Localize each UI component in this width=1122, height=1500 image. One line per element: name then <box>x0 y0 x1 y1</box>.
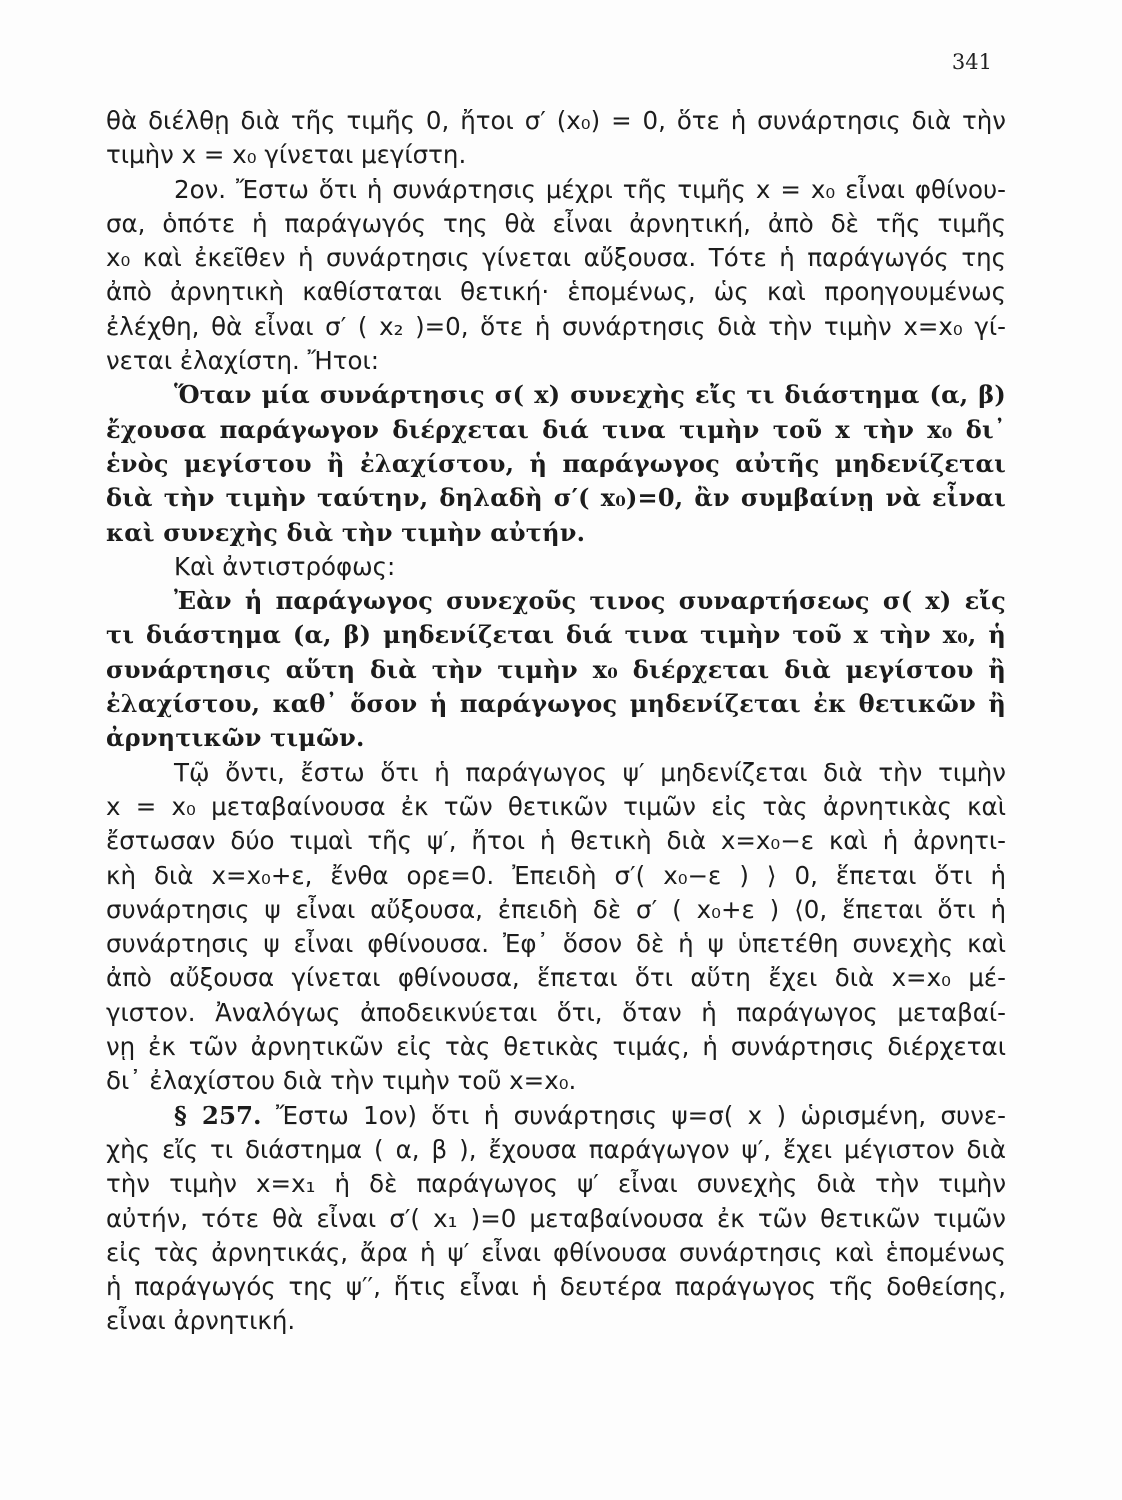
section-number: § 257. <box>174 1100 262 1130</box>
page-number: 341 <box>951 50 992 74</box>
text-line: συνάρτησις ψ εἶναι αὔξουσα, ἐπειδὴ δὲ σ′ ( x₀+ε ) ⟨0, ἕπεται ὅτι ἡ <box>106 894 1006 924</box>
text-line: ἡ παράγωγός της ψ′′, ἥτις εἶναι ἡ δευτέρα παράγωγος τῆς δοθείσης, <box>106 1272 1006 1302</box>
theorem-line: Ἐὰν ἡ παράγωγος συνεχοῦς τινος συναρτήσεως σ( x) εἴς <box>174 586 1006 616</box>
theorem-line: καὶ συνεχὴς διὰ τὴν τιμὴν αὐτήν. <box>106 517 586 547</box>
theorem-line: ἀρνητικῶν τιμῶν. <box>106 723 365 753</box>
text-line: Τῷ ὄντι, ἔστω ὅτι ἡ παράγωγος ψ′ μηδενίζεται διὰ τὴν τιμὴν <box>174 757 1006 787</box>
theorem-line: συνάρτησις αὕτη διὰ τὴν τιμὴν x₀ διέρχεται διὰ μεγίστου ἢ <box>106 654 1006 684</box>
text-line: x = x₀ μεταβαίνουσα ἐκ τῶν θετικῶν τιμῶν εἰς τὰς ἀρνητικὰς καὶ <box>106 791 1006 821</box>
body-text <box>106 104 1006 1339</box>
text-line: ἔστωσαν δύο τιμαὶ τῆς ψ′, ἤτοι ἡ θετικὴ διὰ x=x₀−ε καὶ ἡ ἀρνητι- <box>106 826 1006 856</box>
text-line: κὴ διὰ x=x₀+ε, ἔνθα ορε=0. Ἐπειδὴ σ′( x₀−ε ) ⟩ 0, ἕπεται ὅτι ἡ <box>106 860 1006 890</box>
section-257-heading-line: § 257. Ἔστω 1ον) ὅτι ἡ συνάρτησις ψ=σ( x ) ὡρισμένη, συνε- <box>174 1100 1007 1130</box>
text-line: νῃ ἐκ τῶν ἀρνητικῶν εἰς τὰς θετικὰς τιμάς, ἡ συνάρτησις διέρχεται <box>106 1032 1006 1062</box>
text-line: τὴν τιμὴν x=x₁ ἡ δὲ παράγωγος ψ′ εἶναι συνεχὴς διὰ τὴν τιμὴν <box>106 1169 1006 1199</box>
text-line: 2ον. Ἔστω ὅτι ἡ συνάρτησις μέχρι τῆς τιμῆς x = x₀ εἶναι φθίνου- <box>174 174 1006 204</box>
text-line: θὰ διέλθῃ διὰ τῆς τιμῆς 0, ἤτοι σ′ (x₀) = 0, ὅτε ἡ συνάρτησις διὰ τὴν <box>106 106 1006 135</box>
text-line: Καὶ ἀντιστρόφως: <box>174 551 396 581</box>
text-line: γιστον. Ἀναλόγως ἀποδεικνύεται ὅτι, ὅταν ἡ παράγωγος μεταβαί- <box>106 997 1006 1027</box>
text-line: τιμὴν x = x₀ γίνεται μεγίστη. <box>106 140 467 170</box>
theorem-line: ἑνὸς μεγίστου ἢ ἐλαχίστου, ἡ παράγωγος αὐτῆς μηδενίζεται <box>106 448 1006 478</box>
text-line: εἰς τὰς ἀρνητικάς, ἄρα ἡ ψ′ εἶναι φθίνουσα συνάρτησις καὶ ἑπομένως <box>106 1237 1006 1267</box>
text-line: ἐλέχθη, θὰ εἶναι σ′ ( x₂ )=0, ὅτε ἡ συνάρτησις διὰ τὴν τιμὴν x=x₀ γί- <box>106 311 1006 341</box>
text-line: ἀπὸ ἀρνητικὴ καθίσταται θετική· ἑπομένως, ὡς καὶ προηγουμένως <box>106 277 1006 307</box>
text-line: αὐτήν, τότε θὰ εἶναι σ′( x₁ )=0 μεταβαίνουσα ἐκ τῶν θετικῶν τιμῶν <box>106 1203 1006 1233</box>
text-line: δι᾽ ἐλαχίστου διὰ τὴν τιμὴν τοῦ x=x₀. <box>106 1066 577 1096</box>
theorem-line: ἔχουσα παράγωγον διέρχεται διά τινα τιμὴν τοῦ x τὴν x₀ δι᾽ <box>106 414 1006 444</box>
text-line: σα, ὁπότε ἡ παράγωγός της θὰ εἶναι ἀρνητική, ἀπὸ δὲ τῆς τιμῆς <box>106 208 1006 238</box>
theorem-line: Ὅταν μία συνάρτησις σ( x) συνεχὴς εἴς τι διάστημα (α, β) <box>174 380 1006 410</box>
text-line: εἶναι ἀρνητική. <box>106 1306 296 1336</box>
text-line: χὴς εἴς τι διάστημα ( α, β ), ἔχουσα παράγωγον ψ′, ἔχει μέγιστον διὰ <box>106 1134 1006 1164</box>
text-line: ἀπὸ αὔξουσα γίνεται φθίνουσα, ἕπεται ὅτι αὕτη ἔχει διὰ x=x₀ μέ- <box>106 963 1006 993</box>
theorem-line: τι διάστημα (α, β) μηδενίζεται διά τινα τιμὴν τοῦ x τὴν x₀, ἡ <box>106 620 1006 650</box>
text-line: x₀ καὶ ἐκεῖθεν ἡ συνάρτησις γίνεται αὔξουσα. Τότε ἡ παράγωγός της <box>106 243 1006 273</box>
text-line: νεται ἐλαχίστη. Ἤτοι: <box>106 346 380 376</box>
text-line: συνάρτησις ψ εἶναι φθίνουσα. Ἐφ᾽ ὅσον δὲ ἡ ψ ὑπετέθη συνεχὴς καὶ <box>106 929 1006 959</box>
theorem-line: ἐλαχίστου, καθ᾽ ὅσον ἡ παράγωγος μηδενίζεται ἐκ θετικῶν ἢ <box>106 689 1006 719</box>
theorem-line: διὰ τὴν τιμὴν ταύτην, δηλαδὴ σ′( x₀)=0, ἂν συμβαίνῃ νὰ εἶναι <box>106 483 1006 513</box>
